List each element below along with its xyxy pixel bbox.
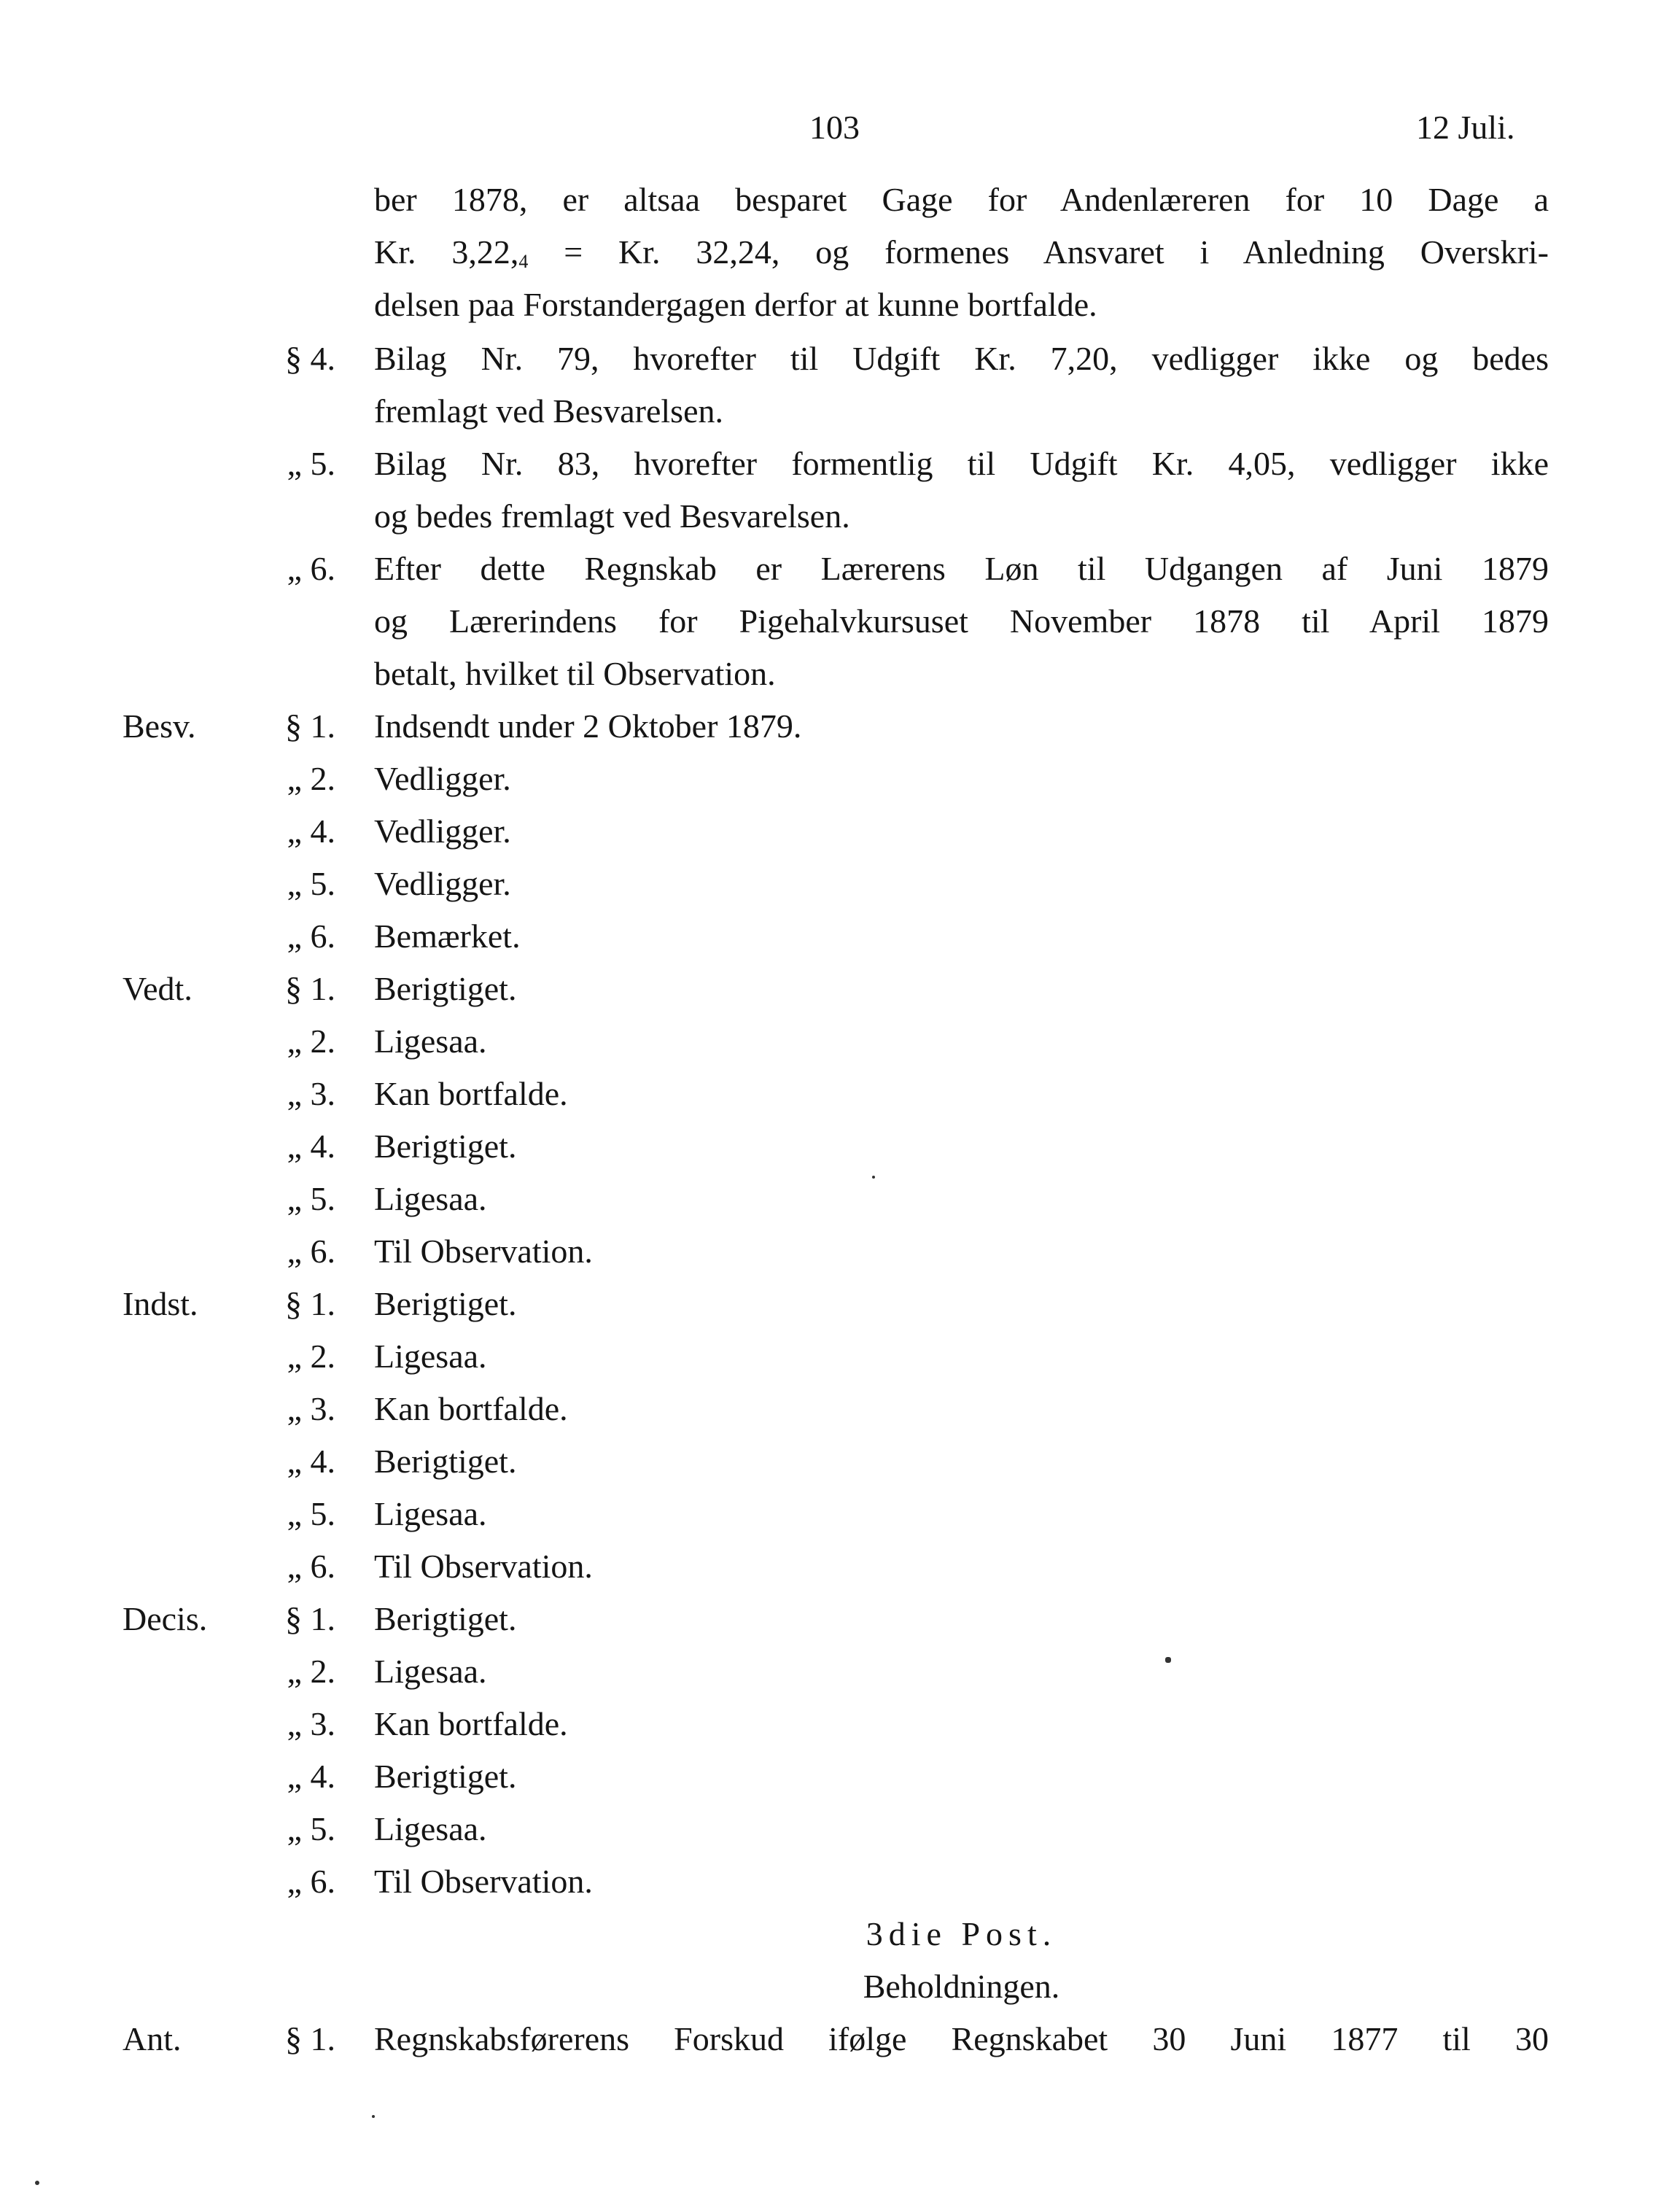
text-fragment: Kr. 3,22, bbox=[374, 233, 519, 271]
section-number: „ 4. bbox=[287, 812, 335, 850]
besv-item bbox=[0, 700, 1680, 753]
item-text: Ligesaa. bbox=[374, 1810, 487, 1847]
vedt-item bbox=[0, 1015, 1680, 1068]
section-number: „ 2. bbox=[287, 1653, 335, 1690]
item-text: Kan bortfalde. bbox=[374, 1075, 568, 1112]
section-number: § 1. bbox=[285, 2020, 335, 2057]
indst-item bbox=[0, 1278, 1680, 1330]
vedt-item bbox=[0, 1173, 1680, 1225]
margin-label: Decis. bbox=[122, 1600, 208, 1637]
decis-item bbox=[0, 1855, 1680, 1908]
item-text: Indsendt under 2 Oktober 1879. bbox=[374, 707, 802, 745]
indst-item bbox=[0, 1383, 1680, 1435]
item-text: Til Observation. bbox=[374, 1233, 593, 1270]
post-heading: 3die Post. bbox=[866, 1915, 1057, 1952]
text-line: ber 1878, er altsaa besparet Gage for Andenlæreren for 10 Dage a bbox=[374, 181, 1549, 218]
running-head-date: 12 Juli. bbox=[1416, 109, 1515, 146]
text-line: Efter dette Regnskab er Lærerens Løn til Udgangen af Juni 1879 bbox=[374, 550, 1549, 587]
item-text: Ligesaa. bbox=[374, 1495, 487, 1532]
item-text: Bemærket. bbox=[374, 917, 521, 955]
decis-item bbox=[0, 1803, 1680, 1855]
page-number: 103 bbox=[809, 109, 860, 146]
section-number: „ 6. bbox=[287, 1233, 335, 1270]
section-number: „ 5. bbox=[287, 865, 335, 902]
item-text: Kan bortfalde. bbox=[374, 1705, 568, 1742]
post-subheading-row bbox=[0, 1960, 1680, 2013]
margin-label: Vedt. bbox=[122, 970, 192, 1007]
item-text: Berigtiget. bbox=[374, 1600, 517, 1637]
decis-item bbox=[0, 1593, 1680, 1645]
margin-label: Indst. bbox=[122, 1285, 198, 1322]
post-subheading: Beholdningen. bbox=[863, 1968, 1060, 2005]
besv-item bbox=[0, 858, 1680, 910]
item-text: Berigtiget. bbox=[374, 1758, 517, 1795]
section-number: „ 4. bbox=[287, 1128, 335, 1165]
text-line: fremlagt ved Besvarelsen. bbox=[374, 392, 723, 430]
subscript-digit: 4 bbox=[518, 251, 529, 272]
margin-label: Ant. bbox=[122, 2020, 182, 2057]
item-text: Til Observation. bbox=[374, 1548, 593, 1585]
item-text: Vedligger. bbox=[374, 760, 511, 797]
item-text: Regnskabsførerens Forskud ifølge Regnskabet 30 Juni 1877 til 30 bbox=[374, 2020, 1549, 2057]
section-number: „ 2. bbox=[287, 760, 335, 797]
section-number: „ 6. bbox=[287, 550, 335, 587]
decis-item bbox=[0, 1698, 1680, 1750]
item-text: Vedligger. bbox=[374, 812, 511, 850]
paragraph-6-line-3 bbox=[0, 648, 1680, 700]
item-text: Ligesaa. bbox=[374, 1338, 487, 1375]
vedt-item bbox=[0, 963, 1680, 1015]
indst-item bbox=[0, 1488, 1680, 1540]
vedt-item bbox=[0, 1068, 1680, 1120]
paragraph-4-line-1 bbox=[0, 333, 1680, 385]
section-number: „ 2. bbox=[287, 1338, 335, 1375]
text-line: og Lærerindens for Pigehalvkursuset November 1878 til April 1879 bbox=[374, 602, 1549, 640]
paragraph-5-line-1 bbox=[0, 438, 1680, 490]
paragraph-6-line-2 bbox=[0, 595, 1680, 648]
section-number: „ 6. bbox=[287, 1548, 335, 1585]
post-heading-row bbox=[0, 1908, 1680, 1960]
vedt-item bbox=[0, 1120, 1680, 1173]
decis-item bbox=[0, 1750, 1680, 1803]
text-line bbox=[374, 226, 1549, 279]
section-number: § 1. bbox=[285, 970, 335, 1007]
text-fragment: = Kr. 32,24, og formenes Ansvaret i Anledning Overskri- bbox=[528, 233, 1549, 271]
section-number: „ 2. bbox=[287, 1023, 335, 1060]
text-line: Bilag Nr. 83, hvorefter formentlig til Udgift Kr. 4,05, vedligger ikke bbox=[374, 445, 1549, 482]
besv-item bbox=[0, 753, 1680, 805]
item-text: Vedligger. bbox=[374, 865, 511, 902]
text-line: delsen paa Forstandergagen derfor at kunne bortfalde. bbox=[374, 286, 1097, 323]
item-text: Berigtiget. bbox=[374, 970, 517, 1007]
section-number: „ 6. bbox=[287, 1863, 335, 1900]
besv-item bbox=[0, 910, 1680, 963]
section-number: „ 6. bbox=[287, 917, 335, 955]
section-number: „ 3. bbox=[287, 1390, 335, 1427]
indst-item bbox=[0, 1540, 1680, 1593]
section-number: „ 5. bbox=[287, 1810, 335, 1847]
section-number: § 1. bbox=[285, 1285, 335, 1322]
section-number: § 1. bbox=[285, 707, 335, 745]
section-number: „ 5. bbox=[287, 1495, 335, 1532]
text-line: betalt, hvilket til Observation. bbox=[374, 655, 776, 692]
item-text: Berigtiget. bbox=[374, 1128, 517, 1165]
item-text: Ligesaa. bbox=[374, 1023, 487, 1060]
intro-line-2 bbox=[0, 226, 1680, 279]
section-number: „ 4. bbox=[287, 1758, 335, 1795]
item-text: Ligesaa. bbox=[374, 1653, 487, 1690]
text-line: og bedes fremlagt ved Besvarelsen. bbox=[374, 497, 850, 535]
scan-speck bbox=[372, 2115, 375, 2118]
paragraph-5-line-2 bbox=[0, 490, 1680, 543]
section-number: „ 3. bbox=[287, 1075, 335, 1112]
intro-line-1 bbox=[0, 174, 1680, 226]
paragraph-4-line-2 bbox=[0, 385, 1680, 438]
scan-speck bbox=[872, 1176, 875, 1179]
section-number: „ 5. bbox=[287, 445, 335, 482]
section-number: „ 3. bbox=[287, 1705, 335, 1742]
item-text: Berigtiget. bbox=[374, 1285, 517, 1322]
indst-item bbox=[0, 1435, 1680, 1488]
paragraph-6-line-1 bbox=[0, 543, 1680, 595]
section-number: „ 5. bbox=[287, 1180, 335, 1217]
item-text: Kan bortfalde. bbox=[374, 1390, 568, 1427]
item-text: Til Observation. bbox=[374, 1863, 593, 1900]
scan-speck bbox=[1165, 1657, 1171, 1663]
item-text: Berigtiget. bbox=[374, 1443, 517, 1480]
margin-label: Besv. bbox=[122, 707, 196, 745]
section-number: § 1. bbox=[285, 1600, 335, 1637]
ant-item bbox=[0, 2013, 1680, 2065]
decis-item bbox=[0, 1645, 1680, 1698]
item-text: Ligesaa. bbox=[374, 1180, 487, 1217]
scan-speck bbox=[35, 2181, 39, 2185]
intro-line-3 bbox=[0, 279, 1680, 331]
besv-item bbox=[0, 805, 1680, 858]
section-number: „ 4. bbox=[287, 1443, 335, 1480]
indst-item bbox=[0, 1330, 1680, 1383]
vedt-item bbox=[0, 1225, 1680, 1278]
section-number: § 4. bbox=[285, 340, 335, 377]
text-line: Bilag Nr. 79, hvorefter til Udgift Kr. 7,20, vedligger ikke og bedes bbox=[374, 340, 1549, 377]
